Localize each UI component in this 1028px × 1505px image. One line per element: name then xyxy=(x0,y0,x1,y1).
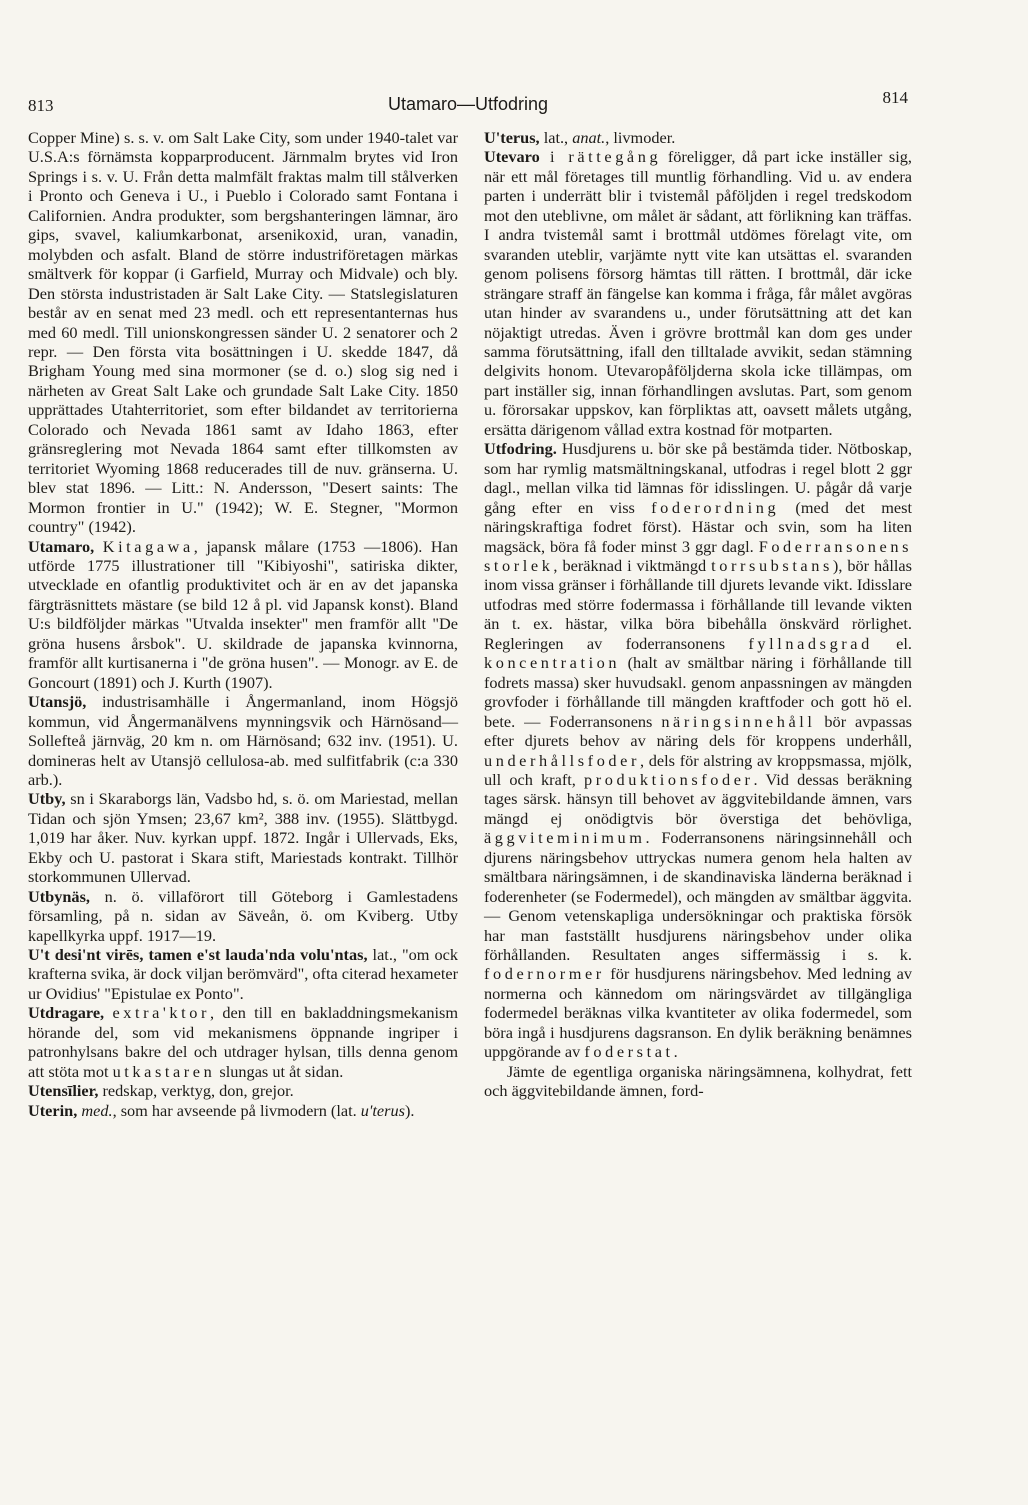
entry-ovid-quote xyxy=(28,945,458,1003)
utf-text-9: . Vid dessas beräkning tages särsk. hänsyn till behovet av äggvitebildande ämnen, vars mängd ej onödigtvis bör överstiga det behövliga, xyxy=(484,769,912,828)
uterin-abbr: med. xyxy=(81,1100,113,1120)
uterin-end: ). xyxy=(404,1100,415,1120)
headword-uterin: Uterin, xyxy=(28,1100,78,1120)
utansjo-text: industrisamhälle i Ångermanland, inom Högsjö kommun, vid Ångermanälvens mynningsvik och Härnösand—Sollefteå järnväg, 20 km n. om Härnösand; 632 inv. (1951). U. domineras helt av Utansjö cellulosa-ab. med sulfitfabrik (c:a 330 arb.). xyxy=(28,692,458,789)
utamaro-name: Kitagawa xyxy=(102,536,194,556)
utf-spaced-3: torrsubstans xyxy=(711,555,833,575)
headword-utensilier: Utensīlier, xyxy=(28,1081,99,1101)
headword-uterus: U'terus, xyxy=(484,128,540,147)
utf-spaced-4: fyllnadsgrad xyxy=(748,633,873,653)
utf-text-2: (med det mest näringskraftiga fodret först). Hästar och svin, som ha liten magsäck, böra få foder minst 3 ggr dagl. xyxy=(484,497,913,556)
headword-utbynas: Utbynäs, xyxy=(28,886,90,906)
utf-text-7: bör avpassas efter djurets behov av näring dels för kroppens underhåll, xyxy=(484,711,913,751)
utf-text-1: Husdjurens u. bör ske på bestämda tider. Nötboskap, som har rymlig matsmältningskanal, utfodras i regel blott 2 ggr dagl., mellan vilka tid lämnas för idisslingen. U. pågår då varje gång efter en viss xyxy=(484,439,912,517)
utf-spaced-1: foderordning xyxy=(651,497,780,517)
utf-text-6: (halt av smältbar näring i förhållande till fodrets massa) sker huvudsakl. genom anpassningen av mängden grovfoder i förhållande till mängden kraftfoder och gott hö el. bete. — Foderransonens xyxy=(484,653,912,731)
page-number-left: 813 xyxy=(28,96,54,115)
entry-utdragare xyxy=(28,1003,458,1081)
uterus-abbr: anat. xyxy=(572,128,606,147)
entry-uterin xyxy=(28,1101,458,1120)
utf-text-3: , beräknad i viktmängd xyxy=(553,555,712,575)
utdragare-spaced-1: extra'ktor xyxy=(112,1003,210,1023)
running-title: Utamaro—Utfodring xyxy=(387,94,549,114)
utf-text-12: . xyxy=(673,1042,678,1062)
entry-utbynas xyxy=(28,887,458,945)
entry-utensilier xyxy=(28,1081,458,1100)
headword-utdragare: Utdragare, xyxy=(28,1003,105,1023)
uterin-text: , som har avseende på livmodern (lat. xyxy=(112,1100,361,1120)
headword-utevaro: Utevaro xyxy=(484,147,540,167)
uterus-text: , livmoder. xyxy=(605,128,676,147)
utevaro-spaced: i rättegång xyxy=(539,147,662,167)
ovid-text: lat., "om ock krafterna svika, är dock viljan berömvärd", ofta citerad hexameter ur Ovidius' "Epistulae ex Ponto". xyxy=(28,945,458,1003)
utf-spaced-2: Foderransonens storlek xyxy=(484,536,912,575)
utdragare-text-2: slungas ut åt sidan. xyxy=(215,1061,344,1081)
headword-utamaro: Utamaro, xyxy=(28,536,95,556)
utf-spaced-11: foderstat xyxy=(584,1042,674,1062)
headword-ovid-quote: U't desi'nt virēs, tamen e'st lauda'nda volu'ntas, xyxy=(28,945,368,965)
utfodring-continuation: Jämte de egentliga organiska näringsämnena, kolhydrat, fett och äggvitebildande ämnen, ford- xyxy=(484,1061,912,1101)
utah-continuation: Copper Mine) s. s. v. om Salt Lake City, som under 1940-talet var U.S.A:s förnämsta kopparproducent. Järnmalm brytes vid Iron Springs i s. v. U. Från detta malmfält fraktas malm till stålverken i Pronto och Geneva i U., i Pueblo i Colorado samt Fontana i Californien. Andra produkter, som bergshanteringen lämnar, äro gips, svavel, kaliumkarbonat, arsenikoxid, uran, vanadin, molybden och asfalt. Bland de större industriföretagen märkas smältverk för koppar (i Garfield, Murray och Midvale) och bly. Den största industristaden är Salt Lake City. — Statslegislaturen består av en senat med 23 medl. och ett representanternas hus med 60 medl. Till unionskongressen sänder U. 2 senatorer och 2 repr. — Den första vita bosättningen i U. skedde 1847, då Brigham Young med sina mormoner (se d. o.) slog sig ned i närheten av Great Salt Lake och grundade Salt Lake City. 1850 upprättades Utahterritoriet, som efter bildandet av territorierna Colorado och Nevada 1861 samt av Idaho 1863, efter gränsreglering mot Nevada 1864 samt efter tillkomsten av territoriet Wyoming 1868 reducerades till de nuv. gränserna. U. blev stat 1896. — Litt.: N. Andersson, "Desert saints: The Mormon frontier in U." (1942); W. E. Stegner, "Mormon country" (1942). xyxy=(28,128,458,537)
entry-utansjo xyxy=(28,692,458,789)
utf-spaced-6: näringsinnehåll xyxy=(661,711,816,731)
entry-uterus xyxy=(484,128,912,147)
headword-utansjo: Utansjö, xyxy=(28,692,87,712)
utf-spaced-8: produktionsfoder xyxy=(584,769,754,789)
utdragare-text-1: , den till en bakladdningsmekanism hörande del, som vid mekanismens öppnande ingriper i patronhylsans bakre del och utdrager hylsan, tills denna genom att stöta mot xyxy=(28,1003,458,1081)
utdragare-spaced-2: utkastaren xyxy=(112,1061,216,1081)
headword-utfodring: Utfodring. xyxy=(484,439,557,459)
right-column xyxy=(484,128,912,1101)
utamaro-text: , japansk målare (1753 —1806). Han utförde 1775 illustrationer till "Kibiyoshi", satiriska dikter, utvecklade en ofantlig produktivitet och är en av det japanska färgträsnittets mästare (se bild 12 å pl. vid Japansk konst). Bland U:s bildföljder märkas "Utvalda insekter" men framför allt "De gröna husens årsbok". U. skildrade de japanska kvinnorna, framför allt kurtisanerna i "de gröna husen". — Monogr. av E. de Goncourt (1891) och J. Kurth (1907). xyxy=(28,536,459,692)
utby-text: sn i Skaraborgs län, Vadsbo hd, s. ö. om Mariestad, mellan Tidan och sjön Ymsen; 23,67 km², 388 inv. (1955). Slättbygd. 1,019 har åker. Nuv. kyrkan uppf. 1872. Ingår i Ullervads, Eks, Ekby och U. pastorat i Skara stift, Mariestads kontrakt. Tillhör storkommunen Ullervad. xyxy=(28,789,458,887)
entry-utamaro xyxy=(28,537,458,693)
headword-utby: Utby, xyxy=(28,789,66,809)
utf-text-8: , dels för alstring av kroppsmassa, mjölk, ull och kraft, xyxy=(484,750,912,789)
utf-spaced-5: koncentration xyxy=(484,653,621,673)
utf-text-11: för husdjurens näringsbehov. Med ledning av normerna och kännedom om näringsvärdet av tillgängliga fodermedel beräknas vilka kvantiteter av olika fodermedel, som böra ingå i husdjurens dagsranson. En dylik beräkning benämnes uppgörande av xyxy=(484,964,912,1062)
utf-spaced-7: underhållsfoder xyxy=(484,750,640,770)
utf-text-4: ), bör hållas inom vissa gränser i förhållande till djurets levande vikt. Idisslare utfodras med större fodermassa i förhållande till levande vikten än t. ex. hästar, vilka böra bibehålla önskvärd rörlighet. Regleringen av foderransonens xyxy=(484,555,912,653)
utbynas-text: n. ö. villaförort till Göteborg i Gamlestadens församling, på n. sidan av Säveån, ö. om Kviberg. Utby kapellkyrka uppf. 1917—19. xyxy=(28,886,458,945)
utf-spaced-9: äggviteminimum xyxy=(484,828,646,848)
uterus-lat: lat., xyxy=(539,128,573,147)
utf-text-5: el. xyxy=(872,633,913,653)
uterin-latin: u'terus xyxy=(360,1100,405,1120)
utf-spaced-10: fodernormer xyxy=(484,964,605,984)
page-number-right: 814 xyxy=(882,88,908,107)
utensilier-text: redskap, verktyg, don, grejor. xyxy=(98,1081,294,1101)
entry-utby xyxy=(28,789,458,886)
utevaro-text: föreligger, då part icke inställer sig, när ett mål företages till muntlig förhandling. Vid u. av endera parten i underrätt blir i tvistemål påföljden i regel tredskodom mot den uteblivne, om målet är sådant, att förlikning kan träffas. I andra tvistemål samt i brottmål utdömes förelagt vite, om svaranden uteblir, varjämte nytt vite kan utsättas el. svaranden genom polisens försorg hämtas till rätten. I brottmål, där icke strängare straff än fängelse kan komma i fråga, får målet avgöras utan hinder av svarandens u., under förutsättning att det kan nöjaktigt utredas. Även i grövre brottmål kan dom ges under samma förutsättning, ifall den tilltalade avvikit, sedan stämning delgivits honom. Utevaropåföljderna skola icke tillämpas, om part inställer sig, innan förhandlingen avslutas. Part, som genom u. förorsakar uppskov, kan förpliktas att, oavsett målets utgång, ersätta därigenom vållad extra kostnad för motparten. xyxy=(484,147,912,439)
entry-utfodring xyxy=(484,439,912,1062)
entry-utevaro xyxy=(484,147,912,439)
left-column xyxy=(28,128,458,1120)
page-header xyxy=(28,88,908,118)
utf-text-10: . Foderransonens näringsinnehåll och djurens näringsbehov uttryckas numera genom hela halten av smältbara näringsämnen, i de skandinaviska länderna beräknad i foderenheter (se Fodermedel), och mängden av smältbar äggvita. — Genom vetenskapliga undersökningar och praktiska försök har man fastställt husdjurens näringsbehov under olika förhållanden. Resultaten anges siffermässig i s. k. xyxy=(484,828,912,965)
